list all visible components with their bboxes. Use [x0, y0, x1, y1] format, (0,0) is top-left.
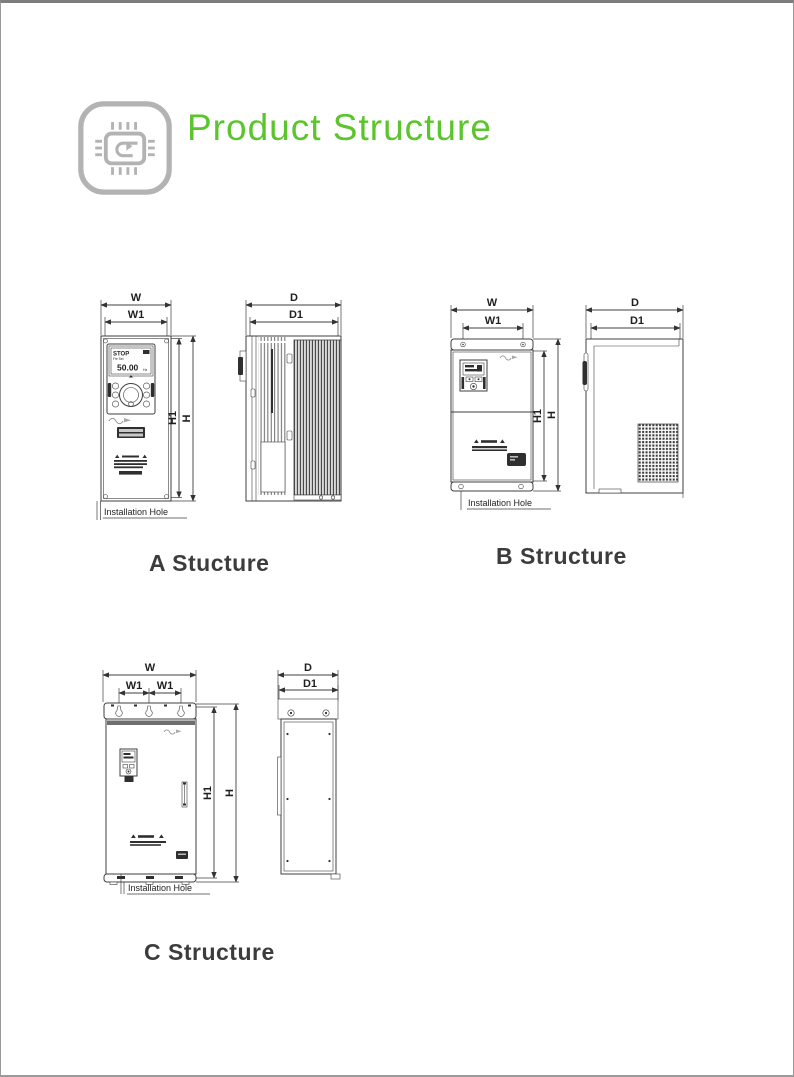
- c-dim-w1-right: W1: [156, 680, 174, 692]
- b-badge: [507, 453, 526, 466]
- c-dim-w1-left: W1: [125, 680, 143, 692]
- b-vent-grid: [638, 424, 678, 482]
- a-dim-d1: D1: [288, 309, 304, 321]
- chip-icon: [77, 100, 173, 196]
- b-installation-hole-label: Installation Hole: [468, 498, 533, 508]
- structure-c-label: C Structure: [144, 939, 275, 965]
- a-dim-w1: W1: [127, 309, 145, 321]
- c-dim-w: W: [144, 662, 156, 674]
- structure-b-label: B Structure: [496, 543, 627, 569]
- b-dim-w: W: [486, 297, 498, 309]
- b-dim-h1: H1: [532, 408, 544, 424]
- b-keypad-bump: [583, 361, 588, 385]
- a-display-mode: Fre Set: [113, 357, 124, 361]
- b-keypad: [460, 360, 487, 391]
- c-top-band: [107, 721, 195, 726]
- a-front-view: [97, 292, 196, 520]
- structure-b-diagram: [441, 291, 741, 543]
- c-dim-h: H: [224, 789, 236, 797]
- b-front-view: [451, 297, 561, 510]
- a-dim-d: D: [290, 292, 298, 304]
- structure-c-diagram: [86, 661, 386, 923]
- b-dim-d1: D1: [629, 315, 645, 327]
- c-top-mounting-rail: [104, 703, 196, 719]
- c-installation-hole-label: Installation Hole: [128, 883, 193, 893]
- a-display-value: 50.00: [117, 362, 139, 373]
- c-dim-h1: H1: [202, 785, 214, 801]
- a-dim-h: H: [181, 414, 193, 423]
- c-dim-d: D: [304, 662, 312, 674]
- b-installation-hole-callout: [461, 491, 551, 510]
- structure-a-label: A Stucture: [149, 550, 270, 576]
- c-handle-slot: [182, 782, 187, 807]
- a-dim-h1: H1: [167, 410, 179, 426]
- a-installation-hole-label: Installation Hole: [104, 507, 169, 517]
- a-keypad-dial: [120, 384, 143, 407]
- a-display-status: STOP: [113, 351, 130, 358]
- structure-a-diagram: [86, 291, 386, 543]
- a-side-box: [261, 442, 285, 492]
- a-keypad: [107, 344, 155, 414]
- b-dim-h: H: [546, 411, 558, 419]
- page-title: Product Structure: [187, 107, 492, 148]
- a-display-unit: Hz: [143, 368, 148, 372]
- b-dim-w1: W1: [484, 315, 502, 327]
- c-front-view: [103, 662, 239, 894]
- b-side-view: [583, 297, 684, 498]
- c-dim-d1: D1: [302, 678, 318, 690]
- a-nameplate: [117, 427, 145, 438]
- a-display-badge: [143, 350, 150, 354]
- a-side-view: [238, 292, 341, 501]
- a-heatsink-fins: [294, 340, 341, 495]
- a-dim-w: W: [130, 292, 142, 304]
- b-dim-d: D: [631, 297, 639, 309]
- a-installation-hole-callout: [97, 501, 187, 520]
- c-badge: [176, 851, 188, 859]
- c-side-view: [278, 662, 341, 879]
